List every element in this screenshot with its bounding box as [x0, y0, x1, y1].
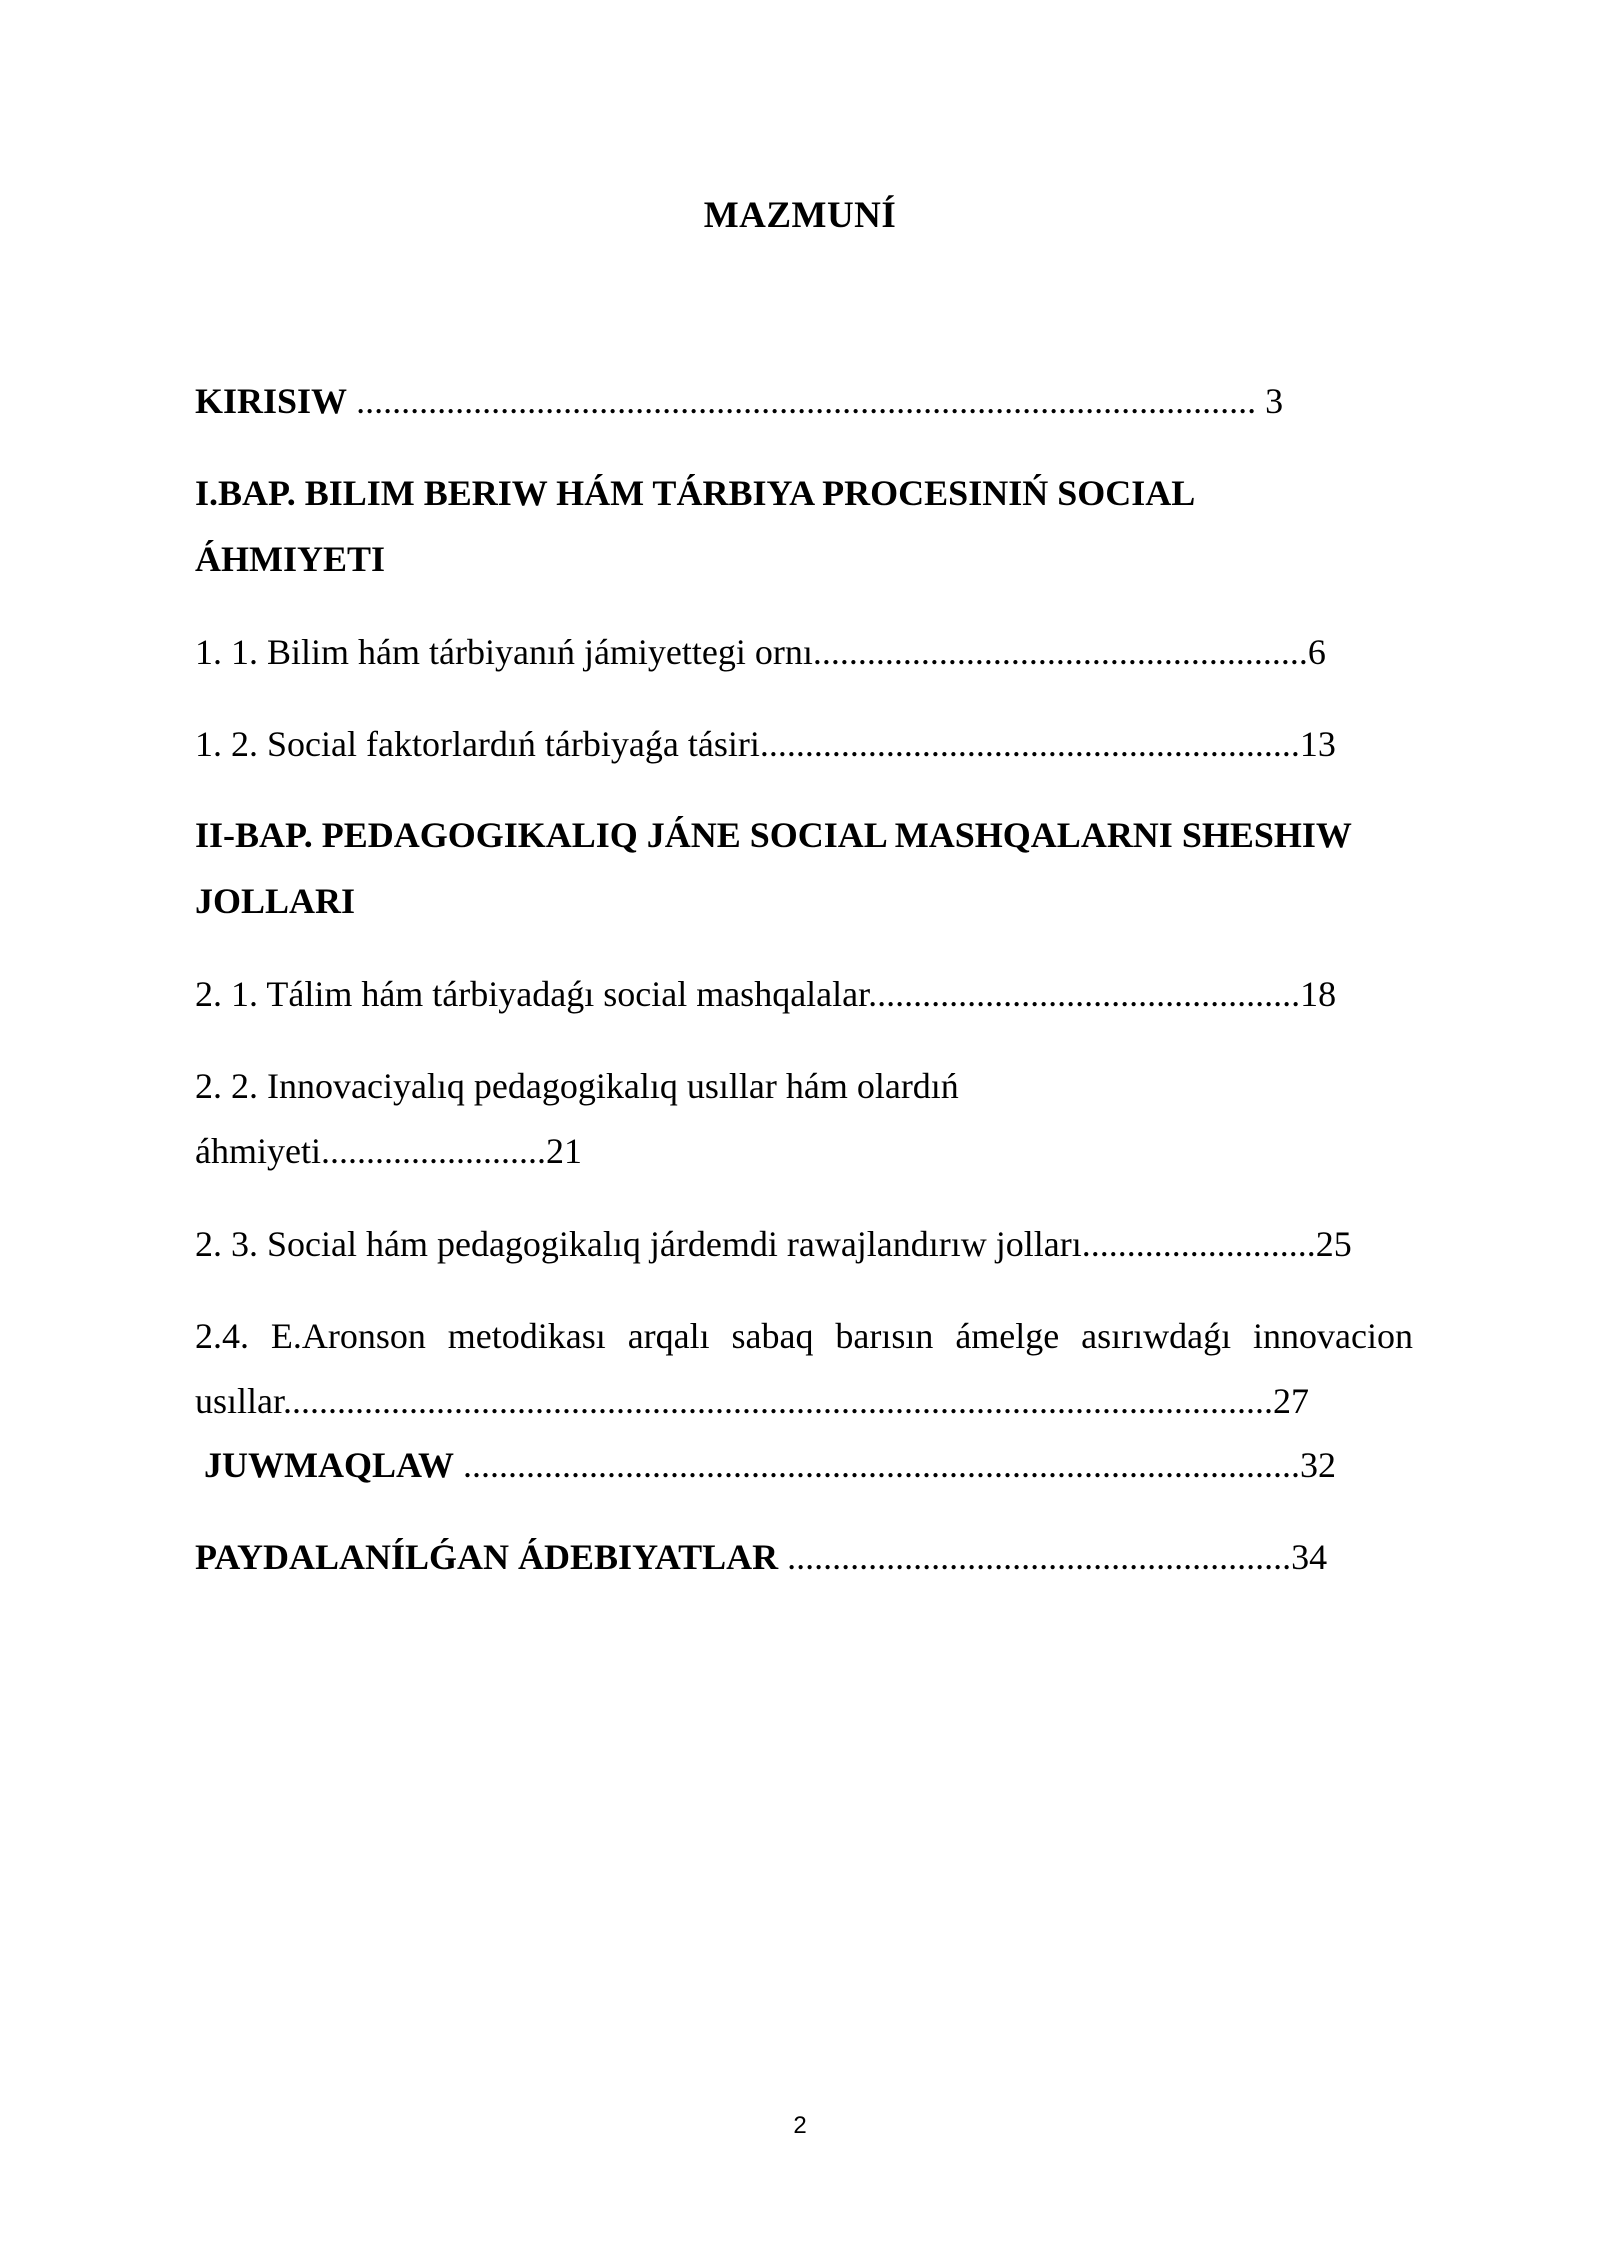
toc-entry-label: usıllar [195, 1381, 283, 1421]
toc-entry-2-4-line-2[interactable] [195, 1381, 1415, 1421]
toc-leader-dots: ............................................................................................. [454, 1445, 1300, 1485]
toc-page-number: 3 [1256, 381, 1284, 421]
toc-leader-dots: ........................................................ [778, 1537, 1292, 1577]
toc-page-number: 34 [1291, 1537, 1328, 1577]
toc-entry-kirisiw[interactable] [195, 381, 1415, 421]
toc-chapter-2-line-1[interactable]: II-BAP. PEDAGOGIKALIQ JÁNE SOCIAL MASHQALARNI SHESHIW [195, 815, 1352, 855]
toc-entry-2-2-line-2[interactable] [195, 1131, 1415, 1171]
toc-chapter-1-line-2[interactable]: ÁHMIYETI [195, 539, 386, 579]
toc-entry-label: 1. 2. Social faktorlardıń tárbiyaǵa tásiri [195, 724, 760, 764]
toc-leader-dots: .............................................................................................................. [283, 1381, 1273, 1421]
toc-entry-label: JUWMAQLAW [204, 1445, 454, 1485]
toc-page-number: 27 [1273, 1381, 1309, 1421]
toc-entry-references[interactable] [195, 1537, 1415, 1577]
toc-page-number: 25 [1315, 1224, 1352, 1264]
toc-page-number: 6 [1307, 632, 1326, 672]
toc-entry-label: 2. 3. Social hám pedagogikalıq járdemdi rawajlandırıw jolları [195, 1224, 1082, 1264]
toc-leader-dots: ............................................................ [759, 724, 1300, 764]
toc-entry-label: KIRISIW [195, 381, 348, 421]
toc-leader-dots: .......................... [1081, 1224, 1316, 1264]
toc-entry-1-2[interactable] [195, 724, 1415, 764]
toc-page-number: 21 [545, 1131, 582, 1171]
page-title: MAZMUNÍ [703, 195, 897, 236]
toc-chapter-1-line-1[interactable]: I.BAP. BILIM BERIW HÁM TÁRBIYA PROCESINIŃ SOCIAL [195, 473, 1196, 513]
toc-entry-2-3[interactable] [195, 1224, 1415, 1264]
toc-page-number: 18 [1300, 974, 1337, 1014]
toc-entry-2-4-line-1[interactable]: 2.4. E.Aronson metodikası arqalı sabaq barısın ámelge asırıwdaǵı innovacion [195, 1316, 1413, 1356]
toc-leader-dots: ......................... [320, 1131, 546, 1171]
toc-entry-1-1[interactable] [195, 632, 1415, 672]
toc-entry-juwmaqlaw[interactable] [204, 1445, 1424, 1485]
toc-leader-dots: ....................................................... [812, 632, 1308, 672]
toc-page-number: 32 [1300, 1445, 1336, 1485]
toc-chapter-2-line-2[interactable]: JOLLARI [195, 881, 356, 921]
toc-entry-2-2-line-1[interactable]: 2. 2. Innovaciyalıq pedagogikalıq usıllar hám olardıń [195, 1066, 959, 1106]
page-number: 2 [793, 2112, 807, 2139]
toc-entry-label: 2. 1. Tálim hám tárbiyadaǵı social mashqalalar [195, 974, 869, 1014]
toc-entry-label: 1. 1. Bilim hám tárbiyanıń jámiyettegi ornı [195, 632, 813, 672]
toc-page-number: 13 [1299, 724, 1336, 764]
toc-entry-label: áhmiyeti [195, 1131, 321, 1171]
toc-entry-2-1[interactable] [195, 974, 1415, 1014]
toc-leader-dots: .................................................................................................... [347, 381, 1257, 421]
toc-leader-dots: ................................................ [868, 974, 1301, 1014]
toc-entry-label: PAYDALANÍLǴAN ÁDEBIYATLAR [195, 1537, 779, 1577]
